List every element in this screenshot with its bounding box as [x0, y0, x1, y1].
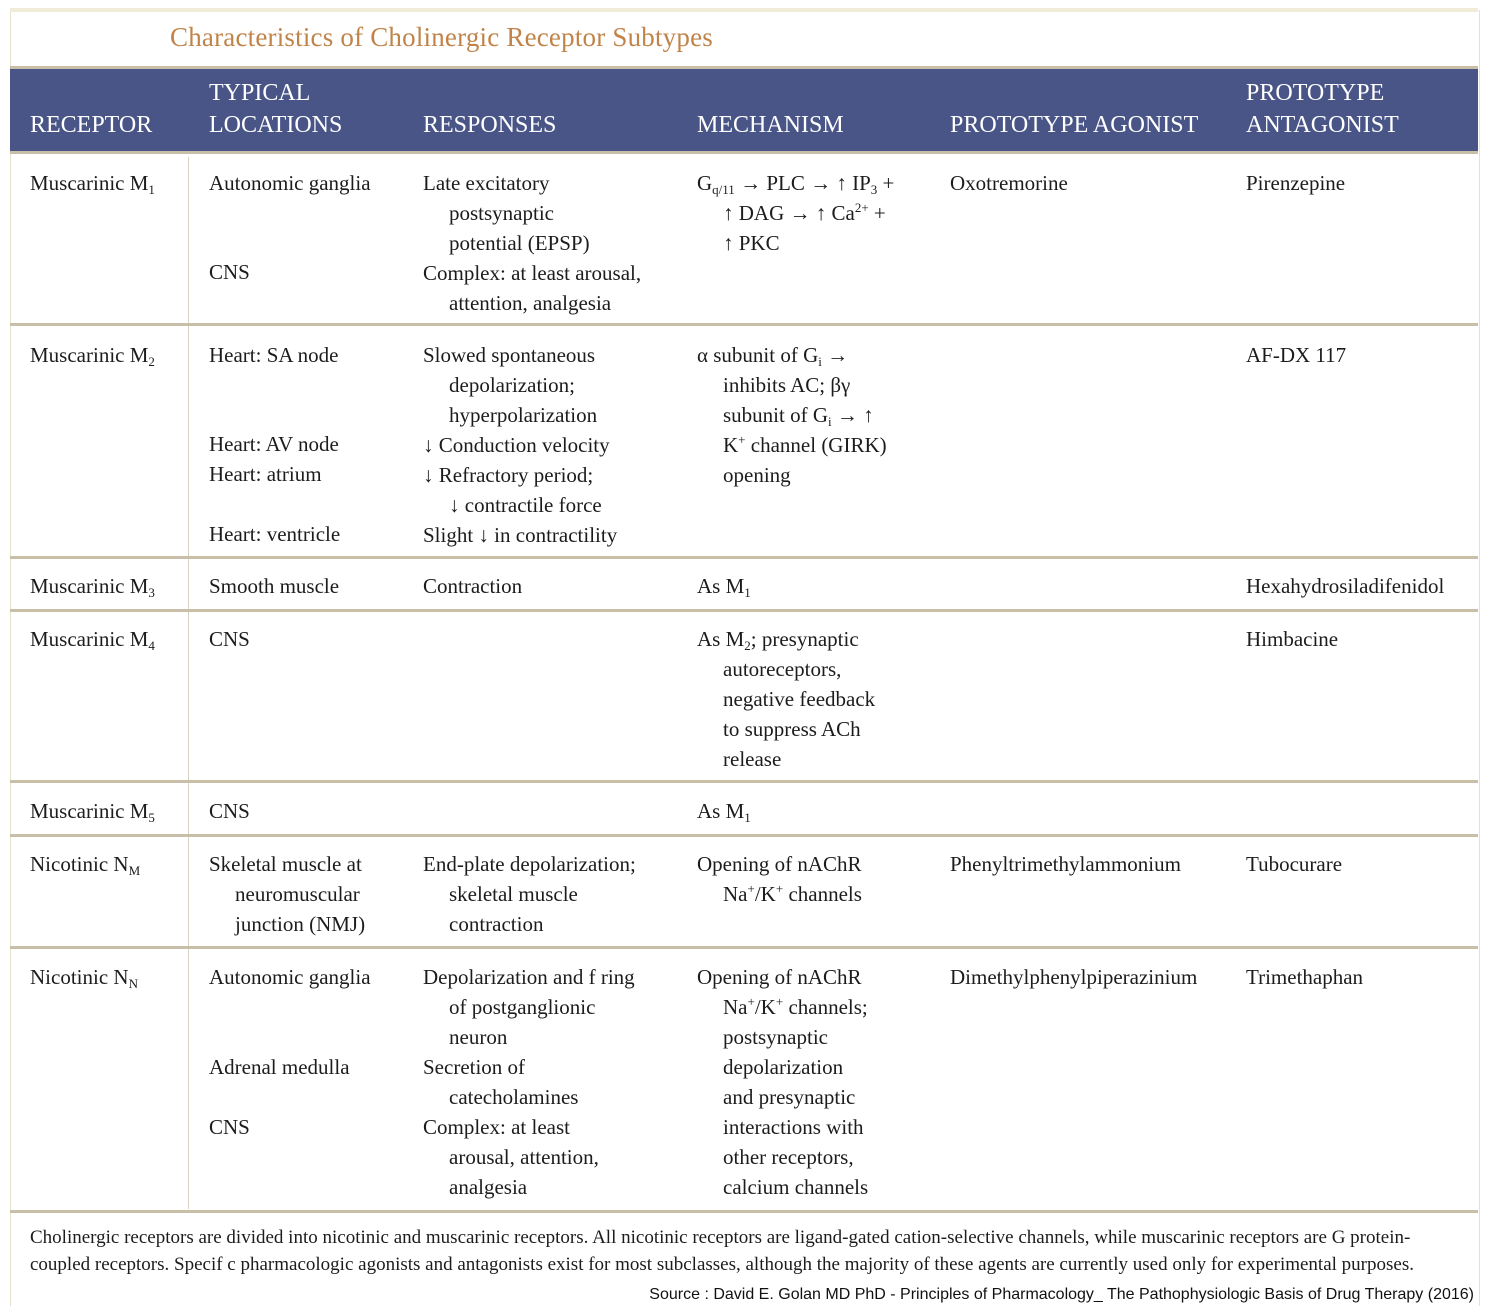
table-footnote: Cholinergic receptors are divided into nicotinic and muscarinic receptors. All nicotinic receptors are ligand-gated cation-selective channels, while muscarinic receptors are G protein-coupled receptors. Specif c pharmacologic agonists and antagonists exist for most subclasses, although the majority of these agents are currently used only for experimental purposes.: [30, 1227, 1414, 1275]
receptor-subscript: 4: [148, 638, 155, 653]
receptor-name: Muscarinic M: [30, 343, 149, 367]
antagonist-cell: AF-DX 117: [1246, 343, 1347, 367]
response: ↓ contractile force: [449, 493, 602, 517]
antagonist-cell: Tubocurare: [1246, 852, 1343, 876]
mechanism-line: α subunit of $G_i$ →: [697, 343, 849, 369]
receptor-subscript: 5: [148, 810, 155, 825]
response: analgesia: [449, 1175, 528, 1199]
receptor-subscript: 3: [148, 585, 155, 600]
row-divider: [10, 609, 1478, 612]
locations-cell: [209, 849, 365, 939]
mechanism-line: other receptors,: [723, 1145, 854, 1169]
antagonist-cell: Pirenzepine: [1246, 171, 1346, 195]
mechanism-line: calcium channels: [723, 1175, 869, 1199]
footer-divider: [10, 1210, 1478, 1213]
row-divider: [10, 834, 1478, 837]
response: End-plate depolarization;: [423, 852, 636, 876]
mechanism-line: depolarization: [723, 1055, 844, 1079]
location: CNS: [209, 260, 250, 284]
mechanism-line: Na+/K+ channels;: [723, 994, 868, 1019]
mechanism-line: inhibits AC; βγ: [723, 373, 851, 397]
mechanism-line: ↑ PKC: [723, 231, 780, 255]
response: neuron: [449, 1025, 508, 1049]
column-divider: [188, 559, 189, 609]
receptor-cell: [30, 849, 140, 879]
responses-cell: [423, 340, 617, 550]
row-divider: [10, 556, 1478, 559]
receptor-subscript: N: [128, 976, 138, 991]
agonist-cell: Dimethylphenylpiperazinium: [950, 965, 1198, 989]
receptor-name: Nicotinic N: [30, 965, 129, 989]
column-divider: [188, 326, 189, 556]
location: Heart: ventricle: [209, 522, 341, 546]
locations-cell: [209, 168, 371, 287]
agonist-cell: Phenyltrimethylammonium: [950, 852, 1181, 876]
mechanism-line: As $M_2$; presynaptic: [697, 627, 859, 653]
response: of postganglionic: [449, 995, 596, 1019]
response: Late excitatory: [423, 171, 550, 195]
locations-cell: [209, 340, 340, 549]
location: Adrenal medulla: [209, 1055, 350, 1079]
responses-cell: [423, 962, 635, 1202]
response: potential (EPSP): [449, 231, 590, 255]
locations-cell: CNS: [209, 799, 250, 823]
locations-cell: Smooth muscle: [209, 574, 340, 598]
antagonist-cell: Trimethaphan: [1246, 965, 1364, 989]
mechanism-line: autoreceptors,: [723, 657, 842, 681]
mechanism-line: interactions with: [723, 1115, 864, 1139]
agonist-cell: Oxotremorine: [950, 171, 1068, 195]
receptor-cell: [30, 168, 155, 198]
mechanism-line: Opening of nAChR: [697, 852, 862, 876]
location: Autonomic ganglia: [209, 965, 371, 989]
row-divider: [10, 780, 1478, 783]
response: Complex: at least: [423, 1115, 570, 1139]
table-title: Characteristics of Cholinergic Receptor Subtypes: [170, 22, 713, 52]
mechanism-line: subunit of $G_i$ → ↑: [723, 403, 874, 429]
response: arousal, attention,: [449, 1145, 599, 1169]
location: CNS: [209, 1115, 250, 1139]
mechanism-line: $G_{q/11}$ → PLC → ↑ $IP_3$ +: [697, 171, 895, 197]
receptor-cell: [30, 340, 155, 370]
responses-cell: [423, 849, 636, 939]
receptor-name: Nicotinic N: [30, 852, 129, 876]
header-responses: RESPONSES: [423, 112, 557, 138]
location: neuromuscular: [235, 882, 360, 906]
response: hyperpolarization: [449, 403, 598, 427]
response: Secretion of: [423, 1055, 526, 1079]
response: Complex: at least arousal,: [423, 261, 642, 285]
receptor-subscript: M: [128, 863, 141, 878]
receptor-name: Muscarinic M: [30, 799, 149, 823]
response: postsynaptic: [449, 201, 554, 225]
response: depolarization;: [449, 373, 575, 397]
location: Autonomic ganglia: [209, 171, 371, 195]
mechanism-line: and presynaptic: [723, 1085, 856, 1109]
locations-cell: CNS: [209, 627, 250, 651]
mechanism-line: Na+/K+ channels: [723, 881, 862, 906]
mechanism-line: Opening of nAChR: [697, 965, 862, 989]
column-divider: [188, 949, 189, 1209]
mechanism-line: release: [723, 747, 782, 771]
mechanism-cell: [697, 168, 894, 258]
receptor-name: Muscarinic M: [30, 627, 149, 651]
header-agonist: PROTOTYPE AGONIST: [950, 112, 1199, 138]
column-divider: [188, 837, 189, 947]
response: contraction: [449, 912, 544, 936]
response: Slowed spontaneous: [423, 343, 596, 367]
mechanism-line: opening: [723, 463, 791, 487]
header-locations: TYPICAL LOCATIONS: [209, 80, 343, 138]
response: attention, analgesia: [449, 291, 612, 315]
mechanism-line: postsynaptic: [723, 1025, 828, 1049]
receptor-cell: [30, 962, 138, 992]
row-divider: [10, 323, 1478, 326]
mechanism-line: ↑ DAG → ↑ $Ca^{2+}$ +: [723, 200, 886, 225]
receptor-name: Muscarinic M: [30, 171, 149, 195]
mechanism-line: to suppress ACh: [723, 717, 861, 741]
response: ↓ Conduction velocity: [423, 433, 610, 457]
header-receptor: RECEPTOR: [30, 112, 153, 138]
receptor-cell: [30, 796, 155, 826]
receptor-name: Muscarinic M: [30, 574, 149, 598]
header-antagonist: PROTOTYPE ANTAGONIST: [1246, 80, 1399, 138]
location: Heart: atrium: [209, 462, 322, 486]
receptor-subscript: 1: [148, 182, 155, 197]
receptor-subscript: 2: [148, 354, 155, 369]
header-mechanism: MECHANISM: [697, 112, 844, 138]
mechanism-cell: As $M_1$: [697, 574, 751, 600]
column-divider: [188, 157, 189, 324]
mechanism-cell: [697, 849, 862, 909]
responses-cell: [423, 168, 641, 318]
antagonist-cell: Himbacine: [1246, 627, 1339, 651]
mechanism-cell: [697, 340, 887, 490]
mechanism-cell: As $M_1$: [697, 799, 751, 825]
response: skeletal muscle: [449, 882, 578, 906]
location: Skeletal muscle at: [209, 852, 362, 876]
response: catecholamines: [449, 1085, 579, 1109]
receptor-cell: [30, 624, 155, 654]
mechanism-line: negative feedback: [723, 687, 876, 711]
mechanism-cell: [697, 624, 875, 774]
response: ↓ Refractory period;: [423, 463, 594, 487]
location: junction (NMJ): [235, 912, 366, 936]
location: Heart: AV node: [209, 432, 339, 456]
antagonist-cell: Hexahydrosiladifenidol: [1246, 574, 1445, 598]
row-divider: [10, 946, 1478, 949]
responses-cell: Contraction: [423, 574, 523, 598]
response: Depolarization and f ring: [423, 965, 635, 989]
column-divider: [188, 783, 189, 834]
mechanism-line: K+ channel (GIRK): [723, 432, 887, 457]
top-rule: [10, 8, 1478, 12]
table-header: [10, 66, 1478, 154]
receptor-cell: [30, 571, 155, 601]
column-divider: [188, 612, 189, 781]
mechanism-cell: [697, 962, 868, 1202]
response: Slight ↓ in contractility: [423, 523, 618, 547]
locations-cell: [209, 962, 371, 1142]
source-citation: Source : David E. Golan MD PhD - Principles of Pharmacology_ The Pathophysiologic Basis of Drug Therapy (2016): [649, 1286, 1474, 1303]
location: Heart: SA node: [209, 343, 339, 367]
